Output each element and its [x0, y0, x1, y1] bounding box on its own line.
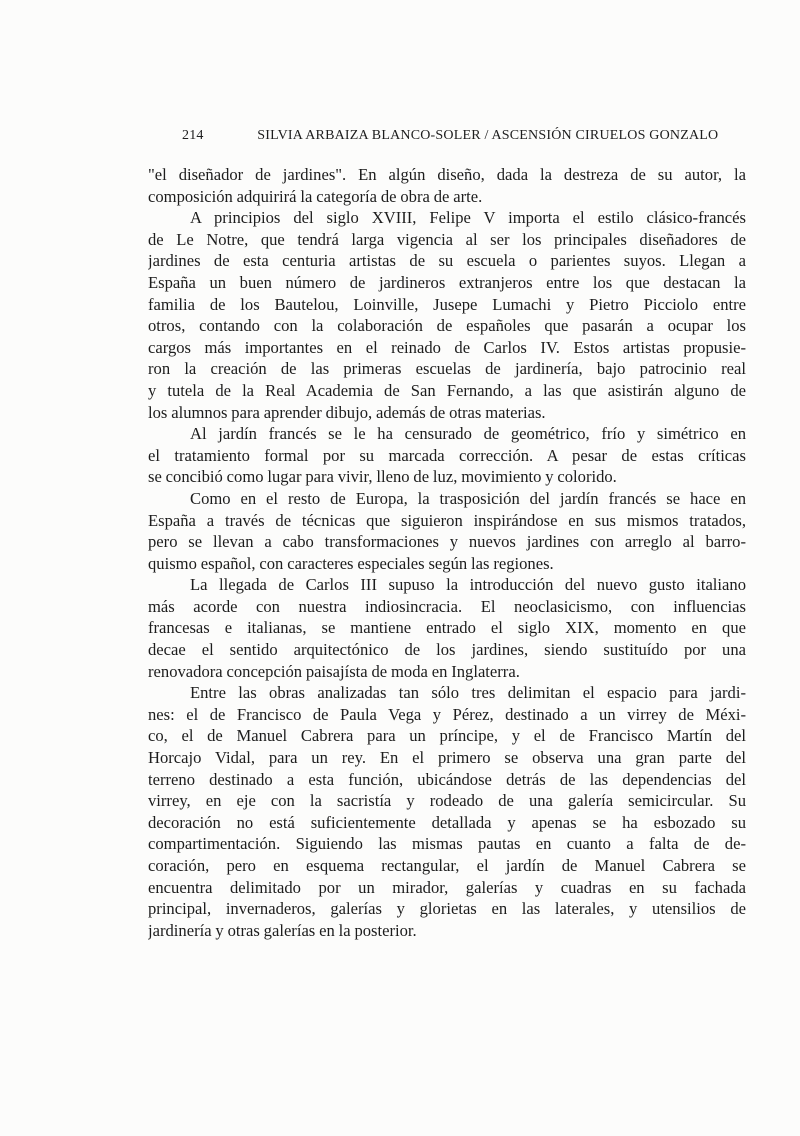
paragraph	[148, 423, 746, 488]
text-line: más acorde con nuestra indiosincracia. El neoclasicismo, con influencias	[148, 596, 746, 616]
text-line: compartimentación. Siguiendo las mismas pautas en cuanto a falta de de-	[148, 834, 746, 854]
text-line: de Le Notre, que tendrá larga vigencia al ser los principales diseñadores de	[148, 229, 746, 249]
text-line: otros, contando con la colaboración de españoles que pasarán a ocupar los	[148, 316, 746, 336]
text-line: cargos más importantes en el reinado de Carlos IV. Estos artistas propusie-	[148, 337, 746, 357]
text-line: quismo español, con caracteres especiales según las regiones.	[148, 553, 554, 573]
page-content	[148, 128, 746, 941]
paragraph	[148, 682, 746, 941]
text-line: pero se llevan a cabo transformaciones y nuevos jardines con arreglo al barro-	[148, 532, 746, 552]
text-line: los alumnos para aprender dibujo, además de otras materias.	[148, 402, 546, 422]
text-line: familia de los Bautelou, Loinville, Jusepe Lumachi y Pietro Picciolo entre	[148, 294, 746, 314]
text-line: Horcajo Vidal, para un rey. En el primero se observa una gran parte del	[148, 748, 746, 768]
text-line: "el diseñador de jardines". En algún diseño, dada la destreza de su autor, la	[148, 165, 746, 184]
text-line: Entre las obras analizadas tan sólo tres delimitan el espacio para jardi-	[190, 683, 746, 703]
text-line: co, el de Manuel Cabrera para un príncipe, y el de Francisco Martín del	[148, 726, 746, 746]
text-line: jardines de esta centuria artistas de su escuela o parientes suyos. Llegan a	[148, 251, 746, 271]
text-block	[148, 164, 746, 941]
text-line: España a través de técnicas que siguieron inspirándose en sus mismos tratados,	[148, 510, 746, 530]
paragraph	[148, 574, 746, 682]
text-line: España un buen número de jardineros extranjeros entre los que destacan la	[148, 272, 746, 292]
text-line: encuentra delimitado por un mirador, galerías y cuadras en su fachada	[148, 877, 746, 897]
paragraph	[148, 164, 746, 207]
text-line: A principios del siglo XVIII, Felipe V importa el estilo clásico-francés	[190, 208, 746, 228]
text-line: francesas e italianas, se mantiene entrado el siglo XIX, momento en que	[148, 618, 746, 638]
paragraph	[148, 207, 746, 423]
page-number: 214	[182, 128, 204, 143]
text-line: Como en el resto de Europa, la trasposición del jardín francés se hace en	[190, 488, 746, 508]
text-line: y tutela de la Real Academia de San Fernando, a las que asistirán alguno de	[148, 380, 746, 400]
text-line: La llegada de Carlos III supuso la introducción del nuevo gusto italiano	[190, 575, 746, 595]
text-line: decoración no está suficientemente detallada y apenas se ha esbozado su	[148, 812, 746, 832]
text-line: el tratamiento formal por su marcada corrección. A pesar de estas críticas	[148, 445, 746, 465]
text-line: ron la creación de las primeras escuelas de jardinería, bajo patrocinio real	[148, 359, 746, 379]
text-line: jardinería y otras galerías en la posterior.	[148, 920, 417, 940]
text-line: decae el sentido arquitectónico de los jardines, siendo sustituído por una	[148, 640, 746, 660]
text-line: se concibió como lugar para vivir, lleno de luz, movimiento y colorido.	[148, 467, 617, 487]
text-line: renovadora concepción paisajísta de moda en Inglaterra.	[148, 661, 520, 681]
text-line: principal, invernaderos, galerías y glorietas en las laterales, y utensilios de	[148, 899, 746, 919]
text-line: terreno destinado a esta función, ubicándose detrás de las dependencias del	[148, 769, 746, 789]
page-header	[148, 128, 746, 144]
text-line: Al jardín francés se le ha censurado de geométrico, frío y simétrico en	[190, 424, 746, 444]
text-line: coración, pero en esquema rectangular, el jardín de Manuel Cabrera se	[148, 856, 746, 875]
paragraph	[148, 488, 746, 574]
text-line: virrey, en eje con la sacristía y rodeado de una galería semicircular. Su	[148, 791, 746, 811]
text-line: nes: el de Francisco de Paula Vega y Pérez, destinado a un virrey de Méxi-	[148, 704, 746, 724]
running-title: SILVIA ARBAIZA BLANCO-SOLER / ASCENSIÓN CIRUELOS GONZALO	[257, 128, 719, 143]
text-line: composición adquirirá la categoría de obra de arte.	[148, 186, 483, 206]
